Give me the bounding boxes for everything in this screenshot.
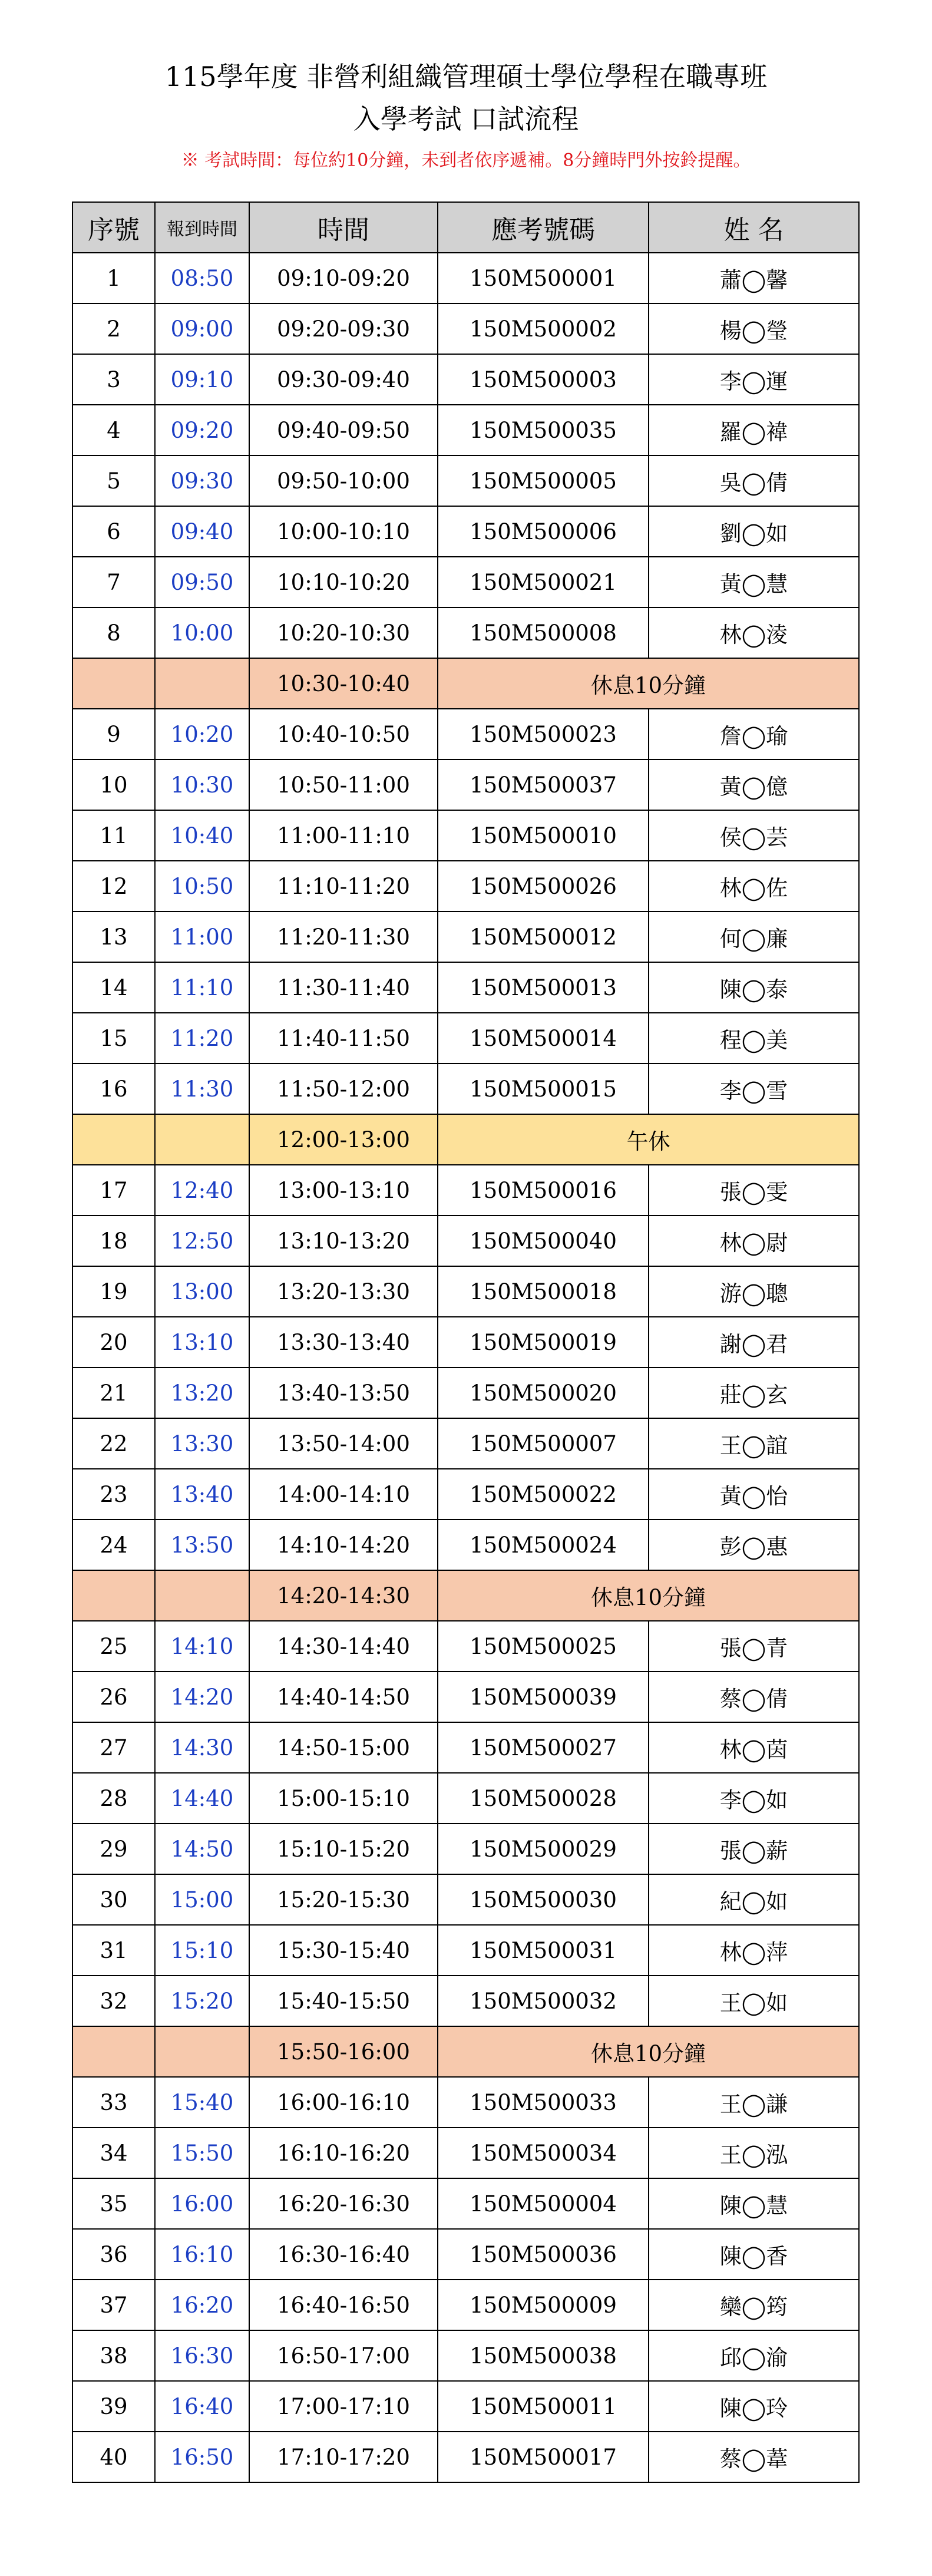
report-time-cell: 09:30 <box>155 455 249 506</box>
row-number-cell: 9 <box>72 709 155 759</box>
table-row <box>72 1064 859 1114</box>
name-cell: 王◯誼 <box>649 1418 859 1469</box>
row-number-cell: 35 <box>72 2178 155 2229</box>
row-number-cell: 36 <box>72 2229 155 2280</box>
exam-number-cell: 150M500037 <box>438 759 649 810</box>
name-cell: 邱◯渝 <box>649 2330 859 2381</box>
time-slot-cell: 09:40-09:50 <box>249 405 438 455</box>
time-slot-cell: 14:00-14:10 <box>249 1469 438 1520</box>
name-cell: 李◯運 <box>649 354 859 405</box>
exam-number-cell: 150M500033 <box>438 2077 649 2128</box>
row-number-cell: 4 <box>72 405 155 455</box>
name-cell: 紀◯如 <box>649 1874 859 1925</box>
row-number-cell: 40 <box>72 2432 155 2482</box>
table-row <box>72 1418 859 1469</box>
exam-number-cell: 150M500025 <box>438 1621 649 1672</box>
break-empty-cell <box>155 1114 249 1165</box>
schedule-table <box>72 202 860 2483</box>
time-slot-cell: 16:40-16:50 <box>249 2280 438 2330</box>
time-slot-cell: 13:30-13:40 <box>249 1317 438 1368</box>
row-number-cell: 5 <box>72 455 155 506</box>
exam-number-cell: 150M500024 <box>438 1520 649 1570</box>
exam-number-cell: 150M500026 <box>438 861 649 911</box>
break-label-cell: 休息10分鐘 <box>438 658 859 709</box>
name-cell: 張◯雯 <box>649 1165 859 1216</box>
exam-number-cell: 150M500010 <box>438 810 649 861</box>
row-number-cell: 17 <box>72 1165 155 1216</box>
name-cell: 王◯泓 <box>649 2128 859 2178</box>
report-time-cell: 09:20 <box>155 405 249 455</box>
table-row <box>72 1368 859 1418</box>
row-number-cell: 12 <box>72 861 155 911</box>
time-slot-cell: 14:50-15:00 <box>249 1722 438 1773</box>
row-number-cell: 26 <box>72 1672 155 1722</box>
time-slot-cell: 16:00-16:10 <box>249 2077 438 2128</box>
exam-number-cell: 150M500021 <box>438 557 649 607</box>
report-time-cell: 14:20 <box>155 1672 249 1722</box>
table-row <box>72 1317 859 1368</box>
lunch-row <box>72 1114 859 1165</box>
report-time-cell: 11:10 <box>155 962 249 1013</box>
report-time-cell: 16:40 <box>155 2381 249 2432</box>
exam-number-cell: 150M500019 <box>438 1317 649 1368</box>
row-number-cell: 23 <box>72 1469 155 1520</box>
name-cell: 何◯廉 <box>649 911 859 962</box>
table-row <box>72 810 859 861</box>
time-slot-cell: 11:20-11:30 <box>249 911 438 962</box>
time-slot-cell: 09:50-10:00 <box>249 455 438 506</box>
time-slot-cell: 16:10-16:20 <box>249 2128 438 2178</box>
report-time-cell: 08:50 <box>155 253 249 303</box>
time-slot-cell: 13:40-13:50 <box>249 1368 438 1418</box>
name-cell: 吳◯倩 <box>649 455 859 506</box>
name-cell: 黃◯億 <box>649 759 859 810</box>
report-time-cell: 09:10 <box>155 354 249 405</box>
report-time-cell: 09:40 <box>155 506 249 557</box>
report-time-cell: 16:00 <box>155 2178 249 2229</box>
name-cell: 謝◯君 <box>649 1317 859 1368</box>
table-row <box>72 1013 859 1064</box>
row-number-cell: 21 <box>72 1368 155 1418</box>
table-row <box>72 2178 859 2229</box>
time-slot-cell: 16:50-17:00 <box>249 2330 438 2381</box>
exam-number-cell: 150M500036 <box>438 2229 649 2280</box>
time-slot-cell: 10:00-10:10 <box>249 506 438 557</box>
report-time-cell: 10:40 <box>155 810 249 861</box>
time-slot-cell: 15:40-15:50 <box>249 1976 438 2026</box>
table-row <box>72 303 859 354</box>
report-time-cell: 16:10 <box>155 2229 249 2280</box>
break-empty-cell <box>72 1114 155 1165</box>
table-row <box>72 1165 859 1216</box>
table-row <box>72 506 859 557</box>
table-row <box>72 2330 859 2381</box>
name-cell: 莊◯玄 <box>649 1368 859 1418</box>
row-number-cell: 28 <box>72 1773 155 1824</box>
name-cell: 劉◯如 <box>649 506 859 557</box>
table-row <box>72 1925 859 1976</box>
exam-number-cell: 150M500032 <box>438 1976 649 2026</box>
row-number-cell: 27 <box>72 1722 155 1773</box>
row-number-cell: 11 <box>72 810 155 861</box>
exam-number-cell: 150M500015 <box>438 1064 649 1114</box>
report-time-cell: 10:00 <box>155 607 249 658</box>
exam-number-cell: 150M500040 <box>438 1216 649 1266</box>
exam-number-cell: 150M500035 <box>438 405 649 455</box>
row-number-cell: 13 <box>72 911 155 962</box>
name-cell: 陳◯泰 <box>649 962 859 1013</box>
name-cell: 陳◯玲 <box>649 2381 859 2432</box>
column-header-no: 序號 <box>72 202 155 253</box>
time-slot-cell: 15:30-15:40 <box>249 1925 438 1976</box>
time-slot-cell: 15:20-15:30 <box>249 1874 438 1925</box>
exam-number-cell: 150M500023 <box>438 709 649 759</box>
break-empty-cell <box>72 658 155 709</box>
row-number-cell: 31 <box>72 1925 155 1976</box>
time-slot-cell: 10:10-10:20 <box>249 557 438 607</box>
table-row <box>72 1469 859 1520</box>
time-slot-cell: 09:10-09:20 <box>249 253 438 303</box>
row-number-cell: 15 <box>72 1013 155 1064</box>
exam-number-cell: 150M500018 <box>438 1266 649 1317</box>
name-cell: 王◯謙 <box>649 2077 859 2128</box>
exam-number-cell: 150M500031 <box>438 1925 649 1976</box>
name-cell: 詹◯瑜 <box>649 709 859 759</box>
name-cell: 林◯尉 <box>649 1216 859 1266</box>
report-time-cell: 13:10 <box>155 1317 249 1368</box>
row-number-cell: 1 <box>72 253 155 303</box>
name-cell: 蔡◯倩 <box>649 1672 859 1722</box>
exam-number-cell: 150M500020 <box>438 1368 649 1418</box>
table-row <box>72 1874 859 1925</box>
table-row <box>72 354 859 405</box>
report-time-cell: 15:40 <box>155 2077 249 2128</box>
schedule-body <box>72 253 859 2482</box>
report-time-cell: 15:50 <box>155 2128 249 2178</box>
exam-number-cell: 150M500007 <box>438 1418 649 1469</box>
table-row <box>72 759 859 810</box>
name-cell: 游◯聰 <box>649 1266 859 1317</box>
break-row <box>72 658 859 709</box>
name-cell: 張◯青 <box>649 1621 859 1672</box>
page-subtitle: 入學考試 口試流程 <box>353 103 579 135</box>
report-time-cell: 11:00 <box>155 911 249 962</box>
exam-number-cell: 150M500002 <box>438 303 649 354</box>
table-row <box>72 405 859 455</box>
report-time-cell: 14:40 <box>155 1773 249 1824</box>
name-cell: 程◯美 <box>649 1013 859 1064</box>
break-empty-cell <box>155 1570 249 1621</box>
name-cell: 黃◯怡 <box>649 1469 859 1520</box>
exam-number-cell: 150M500012 <box>438 911 649 962</box>
name-cell: 黃◯慧 <box>649 557 859 607</box>
exam-number-cell: 150M500034 <box>438 2128 649 2178</box>
time-slot-cell: 15:00-15:10 <box>249 1773 438 1824</box>
time-slot-cell: 17:00-17:10 <box>249 2381 438 2432</box>
column-header-time: 時間 <box>249 202 438 253</box>
report-time-cell: 15:00 <box>155 1874 249 1925</box>
name-cell: 欒◯筠 <box>649 2280 859 2330</box>
time-slot-cell: 11:10-11:20 <box>249 861 438 911</box>
row-number-cell: 16 <box>72 1064 155 1114</box>
report-time-cell: 14:10 <box>155 1621 249 1672</box>
break-empty-cell <box>72 1570 155 1621</box>
report-time-cell: 13:30 <box>155 1418 249 1469</box>
report-time-cell: 11:20 <box>155 1013 249 1064</box>
name-cell: 林◯茵 <box>649 1722 859 1773</box>
row-number-cell: 38 <box>72 2330 155 2381</box>
exam-number-cell: 150M500003 <box>438 354 649 405</box>
report-time-cell: 13:20 <box>155 1368 249 1418</box>
name-cell: 林◯淩 <box>649 607 859 658</box>
table-row <box>72 2077 859 2128</box>
name-cell: 張◯薪 <box>649 1824 859 1874</box>
table-row <box>72 1266 859 1317</box>
name-cell: 李◯如 <box>649 1773 859 1824</box>
row-number-cell: 37 <box>72 2280 155 2330</box>
exam-number-cell: 150M500013 <box>438 962 649 1013</box>
table-row <box>72 861 859 911</box>
time-slot-cell: 10:20-10:30 <box>249 607 438 658</box>
row-number-cell: 6 <box>72 506 155 557</box>
table-row <box>72 455 859 506</box>
name-cell: 楊◯瑩 <box>649 303 859 354</box>
table-row <box>72 1976 859 2026</box>
row-number-cell: 29 <box>72 1824 155 1874</box>
report-time-cell: 13:50 <box>155 1520 249 1570</box>
time-slot-cell: 14:40-14:50 <box>249 1672 438 1722</box>
time-slot-cell: 16:30-16:40 <box>249 2229 438 2280</box>
row-number-cell: 2 <box>72 303 155 354</box>
row-number-cell: 19 <box>72 1266 155 1317</box>
exam-number-cell: 150M500029 <box>438 1824 649 1874</box>
table-row <box>72 2432 859 2482</box>
break-row <box>72 2026 859 2077</box>
table-row <box>72 607 859 658</box>
exam-note: ※ 考試時間：每位約10分鐘，未到者依序遞補。8分鐘時門外按鈴提醒。 <box>181 150 751 171</box>
exam-number-cell: 150M500017 <box>438 2432 649 2482</box>
time-slot-cell: 14:10-14:20 <box>249 1520 438 1570</box>
name-cell: 林◯佐 <box>649 861 859 911</box>
table-row <box>72 1621 859 1672</box>
row-number-cell: 20 <box>72 1317 155 1368</box>
report-time-cell: 10:30 <box>155 759 249 810</box>
exam-number-cell: 150M500004 <box>438 2178 649 2229</box>
table-row <box>72 2128 859 2178</box>
time-slot-cell: 09:20-09:30 <box>249 303 438 354</box>
table-row <box>72 1672 859 1722</box>
report-time-cell: 13:00 <box>155 1266 249 1317</box>
exam-number-cell: 150M500039 <box>438 1672 649 1722</box>
name-cell: 蔡◯葦 <box>649 2432 859 2482</box>
row-number-cell: 39 <box>72 2381 155 2432</box>
report-time-cell: 09:00 <box>155 303 249 354</box>
table-row <box>72 1824 859 1874</box>
report-time-cell: 13:40 <box>155 1469 249 1520</box>
break-label-cell: 休息10分鐘 <box>438 2026 859 2077</box>
report-time-cell: 09:50 <box>155 557 249 607</box>
row-number-cell: 14 <box>72 962 155 1013</box>
table-row <box>72 253 859 303</box>
column-header-exam-number: 應考號碼 <box>438 202 649 253</box>
report-time-cell: 14:50 <box>155 1824 249 1874</box>
time-slot-cell: 11:50-12:00 <box>249 1064 438 1114</box>
row-number-cell: 18 <box>72 1216 155 1266</box>
exam-number-cell: 150M500011 <box>438 2381 649 2432</box>
time-slot-cell: 15:10-15:20 <box>249 1824 438 1874</box>
name-cell: 林◯萍 <box>649 1925 859 1976</box>
row-number-cell: 34 <box>72 2128 155 2178</box>
time-slot-cell: 13:10-13:20 <box>249 1216 438 1266</box>
name-cell: 羅◯褘 <box>649 405 859 455</box>
exam-number-cell: 150M500006 <box>438 506 649 557</box>
report-time-cell: 16:30 <box>155 2330 249 2381</box>
table-row <box>72 2280 859 2330</box>
page-title: 115學年度 非營利組織管理碩士學位學程在職專班 <box>164 61 768 93</box>
time-slot-cell: 16:20-16:30 <box>249 2178 438 2229</box>
name-cell: 陳◯香 <box>649 2229 859 2280</box>
name-cell: 蕭◯馨 <box>649 253 859 303</box>
exam-number-cell: 150M500027 <box>438 1722 649 1773</box>
break-empty-cell <box>72 2026 155 2077</box>
exam-number-cell: 150M500008 <box>438 607 649 658</box>
time-slot-cell: 14:30-14:40 <box>249 1621 438 1672</box>
break-time-cell: 12:00-13:00 <box>249 1114 438 1165</box>
exam-number-cell: 150M500030 <box>438 1874 649 1925</box>
report-time-cell: 10:50 <box>155 861 249 911</box>
time-slot-cell: 11:00-11:10 <box>249 810 438 861</box>
report-time-cell: 10:20 <box>155 709 249 759</box>
break-row <box>72 1570 859 1621</box>
row-number-cell: 24 <box>72 1520 155 1570</box>
row-number-cell: 25 <box>72 1621 155 1672</box>
exam-number-cell: 150M500001 <box>438 253 649 303</box>
time-slot-cell: 11:30-11:40 <box>249 962 438 1013</box>
time-slot-cell: 13:00-13:10 <box>249 1165 438 1216</box>
exam-number-cell: 150M500022 <box>438 1469 649 1520</box>
name-cell: 王◯如 <box>649 1976 859 2026</box>
time-slot-cell: 09:30-09:40 <box>249 354 438 405</box>
exam-number-cell: 150M500028 <box>438 1773 649 1824</box>
table-row <box>72 1722 859 1773</box>
table-row <box>72 2381 859 2432</box>
table-row <box>72 2229 859 2280</box>
column-header-name: 姓 名 <box>649 202 859 253</box>
exam-number-cell: 150M500038 <box>438 2330 649 2381</box>
column-header-report-time: 報到時間 <box>155 202 249 253</box>
break-time-cell: 14:20-14:30 <box>249 1570 438 1621</box>
table-row <box>72 557 859 607</box>
table-row <box>72 911 859 962</box>
time-slot-cell: 13:50-14:00 <box>249 1418 438 1469</box>
exam-number-cell: 150M500016 <box>438 1165 649 1216</box>
time-slot-cell: 10:50-11:00 <box>249 759 438 810</box>
exam-number-cell: 150M500014 <box>438 1013 649 1064</box>
table-row <box>72 1520 859 1570</box>
name-cell: 侯◯芸 <box>649 810 859 861</box>
name-cell: 彭◯惠 <box>649 1520 859 1570</box>
report-time-cell: 11:30 <box>155 1064 249 1114</box>
time-slot-cell: 11:40-11:50 <box>249 1013 438 1064</box>
report-time-cell: 16:20 <box>155 2280 249 2330</box>
break-empty-cell <box>155 2026 249 2077</box>
time-slot-cell: 17:10-17:20 <box>249 2432 438 2482</box>
row-number-cell: 33 <box>72 2077 155 2128</box>
exam-number-cell: 150M500009 <box>438 2280 649 2330</box>
time-slot-cell: 10:40-10:50 <box>249 709 438 759</box>
break-time-cell: 15:50-16:00 <box>249 2026 438 2077</box>
break-empty-cell <box>155 658 249 709</box>
report-time-cell: 14:30 <box>155 1722 249 1773</box>
time-slot-cell: 13:20-13:30 <box>249 1266 438 1317</box>
row-number-cell: 3 <box>72 354 155 405</box>
name-cell: 李◯雪 <box>649 1064 859 1114</box>
report-time-cell: 15:20 <box>155 1976 249 2026</box>
row-number-cell: 32 <box>72 1976 155 2026</box>
break-label-cell: 午休 <box>438 1114 859 1165</box>
row-number-cell: 8 <box>72 607 155 658</box>
row-number-cell: 22 <box>72 1418 155 1469</box>
report-time-cell: 15:10 <box>155 1925 249 1976</box>
name-cell: 陳◯慧 <box>649 2178 859 2229</box>
row-number-cell: 7 <box>72 557 155 607</box>
report-time-cell: 12:40 <box>155 1165 249 1216</box>
row-number-cell: 10 <box>72 759 155 810</box>
break-label-cell: 休息10分鐘 <box>438 1570 859 1621</box>
exam-number-cell: 150M500005 <box>438 455 649 506</box>
report-time-cell: 12:50 <box>155 1216 249 1266</box>
break-time-cell: 10:30-10:40 <box>249 658 438 709</box>
row-number-cell: 30 <box>72 1874 155 1925</box>
table-row <box>72 1216 859 1266</box>
table-row <box>72 709 859 759</box>
report-time-cell: 16:50 <box>155 2432 249 2482</box>
table-header-row <box>72 202 859 253</box>
table-row <box>72 962 859 1013</box>
table-row <box>72 1773 859 1824</box>
